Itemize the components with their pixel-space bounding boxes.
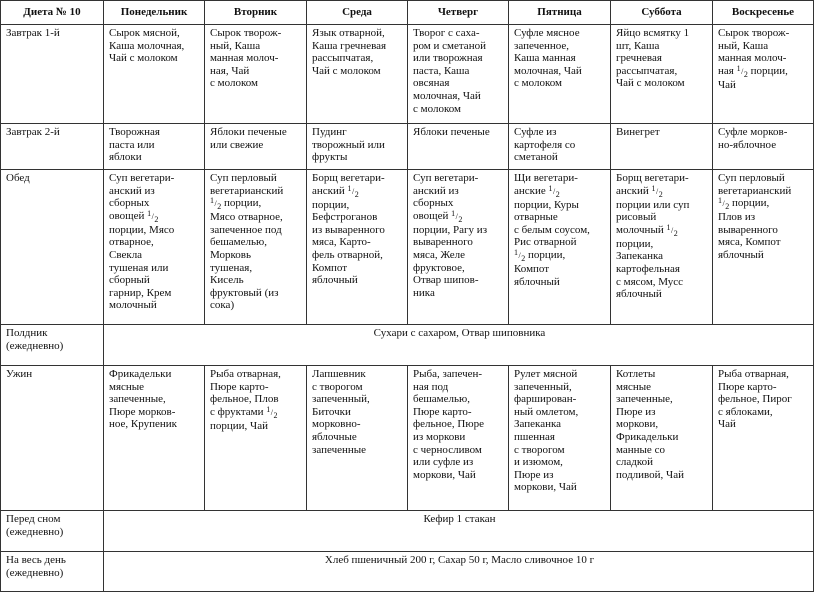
row-label-dinner xyxy=(1,366,104,511)
menu-cell-line: Мясо отварное, xyxy=(210,211,283,224)
menu-cell-line: или свежие xyxy=(210,138,264,151)
menu-cell-line: яблочные xyxy=(312,430,357,443)
menu-cell-line: Суп перловый xyxy=(210,172,277,184)
menu-cell-line: Пюре карто- xyxy=(210,380,269,393)
menu-cell-line: паста, Каша xyxy=(413,64,470,77)
menu-cell-line: Творожная xyxy=(109,126,160,138)
row-label-whole-day xyxy=(1,552,104,592)
menu-cell-line: Запеканка xyxy=(514,418,562,431)
corner-header: Диета № 10 xyxy=(1,1,104,25)
menu-cell-line: анский 1/2 xyxy=(616,183,663,199)
menu-cell-line: Борщ вегетари- xyxy=(312,172,385,184)
day-header-friday: Пятница xyxy=(509,1,611,25)
menu-cell-line: сладкой xyxy=(616,456,654,469)
menu-cell-line: сметаной xyxy=(514,151,558,164)
menu-cell-line: Каша манная xyxy=(514,52,576,65)
menu-cell-line: овощей 1/2 xyxy=(413,208,463,224)
row-label-line: На весь день xyxy=(6,554,66,566)
menu-cell-line: рассыпчатая, xyxy=(312,52,374,65)
menu-cell-line: фельное, Пирог xyxy=(718,393,792,406)
menu-cell-line: Чай xyxy=(718,78,736,91)
menu-cell-line: паста или xyxy=(109,138,155,151)
menu-cell-line: Пюре карто- xyxy=(413,405,472,418)
menu-cell-line: Пюре карто- xyxy=(718,380,777,393)
menu-cell-line: морковно- xyxy=(312,418,361,431)
menu-cell-line: ный омлетом, xyxy=(514,405,579,418)
row-label-line: Завтрак 1-й xyxy=(6,27,60,39)
menu-cell-line: Язык отварной, xyxy=(312,27,385,39)
menu-cell-line: вегетарианский xyxy=(718,184,792,197)
menu-cell-line: порции, xyxy=(616,237,654,250)
menu-cell-line: Винегрет xyxy=(616,126,660,138)
menu-cell-line: Пюре из xyxy=(514,468,554,481)
menu-cell xyxy=(713,170,814,325)
menu-cell-line: вываренного xyxy=(413,236,473,249)
fraction-one-half: 1/2 xyxy=(347,183,359,199)
menu-cell-line: Свекла xyxy=(109,248,143,261)
day-header-wednesday: Среда xyxy=(307,1,408,25)
menu-cell-line: Чай с молоком xyxy=(312,64,381,77)
menu-cell xyxy=(307,366,408,511)
menu-cell-line: манные со xyxy=(616,443,665,456)
menu-cell-line: отварные xyxy=(514,211,558,224)
menu-cell-line: 1/2 порции, xyxy=(210,196,262,212)
menu-cell-line: и изюмом, xyxy=(514,456,563,469)
row-label-line: (ежедневно) xyxy=(6,566,64,579)
fraction-one-half: 1/2 xyxy=(147,208,159,224)
menu-cell-line: с мясом, Мусс xyxy=(616,275,684,288)
menu-cell-line: Чай с молоком xyxy=(616,77,685,90)
menu-cell-line: моркови, xyxy=(616,418,659,431)
menu-cell-line: запеченные, xyxy=(616,393,673,406)
menu-cell-line: анский из xyxy=(109,184,155,197)
menu-cell-line: мясные xyxy=(109,380,145,393)
menu-cell-line: Биточки xyxy=(312,405,351,418)
menu-body xyxy=(1,25,814,592)
menu-cell-line: Суфле морков- xyxy=(718,126,788,138)
menu-cell-line: фрукты xyxy=(312,151,348,164)
menu-cell-line: мясные xyxy=(616,380,652,393)
menu-cell xyxy=(104,366,205,511)
menu-cell-line: порции, Куры xyxy=(514,198,579,211)
menu-cell xyxy=(307,25,408,124)
row-label-afternoon-snack xyxy=(1,325,104,366)
menu-cell xyxy=(205,124,307,170)
fraction-one-half: 1/2 xyxy=(718,196,730,212)
menu-cell-line: Отвар шипов- xyxy=(413,274,479,287)
menu-cell-line: фарширован- xyxy=(514,393,577,406)
menu-cell-line: ная под xyxy=(413,380,449,393)
menu-cell-line: молочный 1/2 xyxy=(616,222,678,238)
menu-cell-line: фруктовый (из xyxy=(210,286,279,299)
menu-cell-line: ный, Каша xyxy=(718,39,769,52)
row-label-line: Обед xyxy=(6,172,30,184)
row-label-breakfast-2 xyxy=(1,124,104,170)
menu-cell-line: с белым соусом, xyxy=(514,223,590,236)
menu-cell-line: Суфле из xyxy=(514,126,557,138)
menu-cell-line: Пюре из xyxy=(616,405,656,418)
menu-cell-line: моркови, Чай xyxy=(514,481,577,494)
fraction-one-half: 1/2 xyxy=(210,196,222,212)
fraction-one-half: 1/2 xyxy=(666,222,678,238)
menu-cell xyxy=(611,25,713,124)
menu-cell-line: сока) xyxy=(210,299,235,312)
header-row xyxy=(1,1,814,25)
menu-cell xyxy=(408,25,509,124)
menu-cell-line: фельное, Пюре xyxy=(413,418,484,431)
menu-cell-line: вегетарианский xyxy=(210,184,284,197)
row-label-line: (ежедневно) xyxy=(6,339,64,352)
menu-cell-line: овсяная xyxy=(413,77,450,90)
menu-cell xyxy=(307,124,408,170)
menu-cell xyxy=(713,366,814,511)
menu-cell-line: Борщ вегетари- xyxy=(616,172,689,184)
menu-cell-line: Фрикадельки xyxy=(616,430,679,443)
menu-cell xyxy=(307,170,408,325)
menu-cell-line: Яйцо всмятку 1 xyxy=(616,27,690,39)
menu-cell xyxy=(713,124,814,170)
menu-cell-line: вываренного xyxy=(718,223,778,236)
menu-cell-line: мяса, Желе xyxy=(413,248,465,261)
menu-cell-line: или суфле из xyxy=(413,456,474,469)
menu-cell-line: моркови, Чай xyxy=(413,468,476,481)
menu-cell-line: или творожная xyxy=(413,52,483,65)
row-label-line: Завтрак 2-й xyxy=(6,126,60,138)
menu-cell xyxy=(509,366,611,511)
menu-cell-line: бешамелью, xyxy=(413,393,471,406)
menu-cell-line: с творогом xyxy=(312,380,363,393)
menu-cell-line: рассыпчатая, xyxy=(616,64,678,77)
menu-cell-line: Чай xyxy=(718,418,736,431)
menu-cell-line: с черносливом xyxy=(413,443,482,456)
menu-cell-line: порции или суп xyxy=(616,198,690,211)
menu-cell-line: Сырок творож- xyxy=(718,27,790,39)
menu-cell-line: Суп вегетари- xyxy=(413,172,479,184)
menu-cell-line: Рыба, запечен- xyxy=(413,368,483,380)
menu-cell-line: порции, xyxy=(312,198,350,211)
menu-cell-line: сборный xyxy=(109,274,150,287)
menu-cell-line: Суп перловый xyxy=(718,172,785,184)
menu-cell-line: Сырок мясной, xyxy=(109,27,180,39)
menu-cell-line: овощей 1/2 xyxy=(109,208,159,224)
daily-cell-before-sleep: Кефир 1 стакан xyxy=(104,511,814,552)
menu-cell-line: ная 1/2 порции, xyxy=(718,63,788,79)
menu-cell-line: ром и сметаной xyxy=(413,39,486,52)
menu-cell-line: фель отварной, xyxy=(312,248,383,261)
menu-cell-line: Плов из xyxy=(718,211,756,224)
menu-cell-line: анский 1/2 xyxy=(312,183,359,199)
fraction-one-half: 1/2 xyxy=(451,208,463,224)
fraction-one-half: 1/2 xyxy=(514,247,526,263)
menu-cell-line: манная молоч- xyxy=(718,52,787,65)
table-row-whole-day xyxy=(1,552,814,592)
menu-cell-line: фруктовое, xyxy=(413,261,465,274)
menu-cell-line: запеченные, xyxy=(109,393,166,406)
row-label-breakfast-1 xyxy=(1,25,104,124)
menu-cell-line: Запеканка xyxy=(616,250,664,263)
menu-cell-line: творожный или xyxy=(312,138,385,151)
menu-cell-line: порции, Мясо xyxy=(109,223,175,236)
menu-cell-line: мяса, Карто- xyxy=(312,236,371,249)
menu-cell-line: Рыба отварная, xyxy=(210,368,281,380)
menu-cell-line: Щи вегетари- xyxy=(514,172,578,184)
menu-cell-line: гарнир, Крем xyxy=(109,286,172,299)
row-label-line: (ежедневно) xyxy=(6,525,64,538)
menu-cell-line: сборных xyxy=(109,197,150,210)
menu-cell-line: тушеная или xyxy=(109,261,169,274)
menu-cell-line: Яблоки печеные xyxy=(413,126,490,138)
menu-cell-line: Яблоки печеные xyxy=(210,126,287,138)
menu-cell-line: Сырок творож- xyxy=(210,27,282,39)
menu-cell-line: Лапшевник xyxy=(312,368,366,380)
menu-cell-line: Рыба отварная, xyxy=(718,368,789,380)
menu-cell-line: 1/2 порции, xyxy=(514,247,566,263)
menu-cell xyxy=(611,366,713,511)
menu-cell-line: яблочный xyxy=(312,274,358,287)
menu-cell-line: запеченные xyxy=(312,443,367,456)
menu-cell-line: анский из xyxy=(413,184,459,197)
menu-cell xyxy=(408,124,509,170)
menu-cell-line: Чай с молоком xyxy=(109,52,178,65)
menu-cell-line: манная молоч- xyxy=(210,52,279,65)
menu-cell xyxy=(205,366,307,511)
menu-cell xyxy=(104,170,205,325)
menu-cell-line: тушеная, xyxy=(210,261,253,274)
menu-cell-line: мяса, Компот xyxy=(718,236,781,249)
menu-cell xyxy=(408,170,509,325)
menu-cell-line: картофельная xyxy=(616,262,680,275)
menu-cell-line: запеченный, xyxy=(514,380,572,393)
menu-cell-line: Каша молочная, xyxy=(109,39,185,52)
menu-cell-line: Фрикадельки xyxy=(109,368,172,380)
menu-cell-line: Суфле мясное xyxy=(514,27,580,39)
fraction-one-half: 1/2 xyxy=(548,183,560,199)
menu-cell xyxy=(205,25,307,124)
menu-cell xyxy=(205,170,307,325)
table-row-afternoon-snack xyxy=(1,325,814,366)
menu-cell-line: но-яблочное xyxy=(718,138,777,151)
menu-cell-line: Рис отварной xyxy=(514,236,577,249)
menu-cell-line: из вываренного xyxy=(312,223,385,236)
row-label-line: Полдник xyxy=(6,327,48,339)
day-header-tuesday: Вторник xyxy=(205,1,307,25)
day-header-thursday: Четверг xyxy=(408,1,509,25)
menu-cell-line: с молоком xyxy=(514,77,562,90)
menu-cell xyxy=(408,366,509,511)
menu-cell-line: запеченное под xyxy=(210,223,282,236)
menu-cell xyxy=(509,170,611,325)
menu-cell-line: Компот xyxy=(312,261,348,274)
row-label-line: Ужин xyxy=(6,368,33,380)
menu-cell-line: ное, Крупеник xyxy=(109,418,177,431)
menu-cell-line: Суп вегетари- xyxy=(109,172,175,184)
menu-cell xyxy=(713,25,814,124)
menu-cell-line: пшенная xyxy=(514,430,555,443)
table-row-breakfast-2 xyxy=(1,124,814,170)
menu-cell-line: из моркови xyxy=(413,430,466,443)
daily-cell-whole-day: Хлеб пшеничный 200 г, Сахар 50 г, Масло сливочное 10 г xyxy=(104,552,814,592)
fraction-one-half: 1/2 xyxy=(266,404,278,420)
table-row-lunch xyxy=(1,170,814,325)
menu-cell-line: яблочный xyxy=(616,288,662,301)
menu-cell-line: ная, Чай xyxy=(210,64,250,77)
menu-cell-line: анские 1/2 xyxy=(514,183,560,199)
table-row-breakfast-1 xyxy=(1,25,814,124)
table-row-dinner xyxy=(1,366,814,511)
menu-cell-line: рисовый xyxy=(616,211,657,224)
menu-cell-line: молочный xyxy=(109,299,157,312)
menu-cell-line: сборных xyxy=(413,197,454,210)
menu-cell-line: Пюре морков- xyxy=(109,405,176,418)
daily-cell-afternoon-snack: Сухари с сахаром, Отвар шиповника xyxy=(104,325,814,366)
day-header-monday: Понедельник xyxy=(104,1,205,25)
menu-cell-line: ный, Каша xyxy=(210,39,261,52)
menu-cell xyxy=(104,124,205,170)
menu-cell-line: молочная, Чай xyxy=(413,89,481,102)
fraction-one-half: 1/2 xyxy=(651,183,663,199)
menu-cell xyxy=(611,170,713,325)
menu-cell-line: запеченный, xyxy=(312,393,370,406)
menu-cell-line: Компот xyxy=(514,262,550,275)
day-header-sunday: Воскресенье xyxy=(713,1,814,25)
menu-cell-line: ника xyxy=(413,286,435,299)
menu-cell xyxy=(611,124,713,170)
menu-cell-line: яблоки xyxy=(109,151,142,164)
menu-cell-line: с молоком xyxy=(413,102,461,115)
row-label-before-sleep xyxy=(1,511,104,552)
menu-cell-line: гречневая xyxy=(616,52,662,65)
menu-cell-line: с фруктами 1/2 xyxy=(210,404,278,420)
menu-cell-line: Творог с саха- xyxy=(413,27,480,39)
fraction-one-half: 1/2 xyxy=(736,63,748,79)
menu-cell xyxy=(104,25,205,124)
menu-cell-line: подливой, Чай xyxy=(616,468,684,481)
menu-cell-line: с молоком xyxy=(210,77,258,90)
menu-cell-line: Рулет мясной xyxy=(514,368,578,380)
menu-cell-line: запеченное, xyxy=(514,39,570,52)
menu-cell-line: картофеля со xyxy=(514,138,576,151)
menu-cell xyxy=(509,25,611,124)
menu-cell-line: Морковь xyxy=(210,248,252,261)
menu-cell-line: яблочный xyxy=(514,275,560,288)
menu-cell-line: с яблоками, xyxy=(718,405,773,418)
menu-cell-line: с творогом xyxy=(514,443,565,456)
menu-cell-line: Кисель xyxy=(210,274,244,287)
menu-cell-line: Бефстроганов xyxy=(312,211,378,224)
menu-cell xyxy=(509,124,611,170)
menu-cell-line: молочная, Чай xyxy=(514,64,582,77)
menu-cell-line: отварное, xyxy=(109,236,154,249)
menu-cell-line: 1/2 порции, xyxy=(718,196,770,212)
day-header-saturday: Суббота xyxy=(611,1,713,25)
menu-cell-line: порции, Чай xyxy=(210,419,268,432)
menu-cell-line: шт, Каша xyxy=(616,39,660,52)
menu-cell-line: бешамелью, xyxy=(210,236,268,249)
menu-cell-line: Котлеты xyxy=(616,368,656,380)
menu-cell-line: фельное, Плов xyxy=(210,393,279,406)
row-label-line: Перед сном xyxy=(6,513,61,525)
menu-cell-line: яблочный xyxy=(718,248,764,261)
menu-cell-line: Каша гречневая xyxy=(312,39,387,52)
table-row-before-sleep xyxy=(1,511,814,552)
row-label-lunch xyxy=(1,170,104,325)
menu-cell-line: порции, Рагу из xyxy=(413,223,488,236)
menu-cell-line: Пудинг xyxy=(312,126,347,138)
